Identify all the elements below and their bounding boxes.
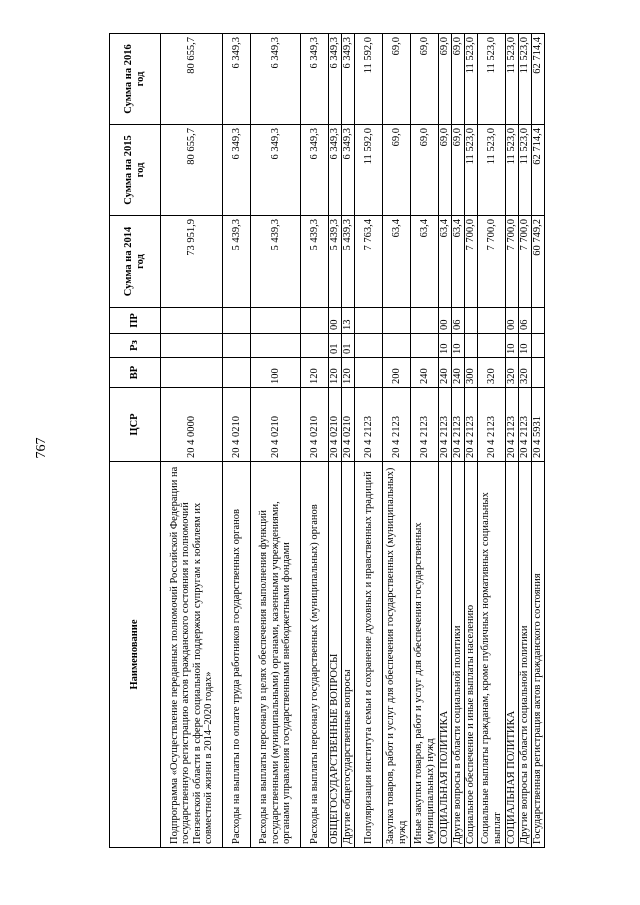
rotated-page (109, 34, 542, 848)
rz-cell: 10 (452, 334, 465, 358)
sum-2014-cell: 63,4 (452, 216, 465, 308)
sum-2016-cell: 6 349,3 (301, 34, 329, 125)
name-cell: Другие вопросы в области социальной политики (452, 462, 465, 848)
rz-cell (355, 334, 383, 358)
sum-2015-cell: 11 592,0 (355, 125, 383, 216)
sum-2016-cell: 11 523,0 (506, 34, 519, 125)
vr-cell: 320 (506, 358, 519, 388)
sum-2015-cell: 6 349,3 (329, 125, 342, 216)
pr-cell (355, 308, 383, 334)
name-cell: Другие вопросы в области социальной политики (519, 462, 532, 848)
sum-2015-cell: 62 714,4 (532, 125, 545, 216)
csr-cell: 20 4 0210 (223, 388, 251, 462)
pr-cell: 13 (342, 308, 355, 334)
csr-cell: 20 4 2123 (465, 388, 478, 462)
pr-cell (465, 308, 478, 334)
sum-2015-cell: 11 523,0 (519, 125, 532, 216)
rz-cell (411, 334, 439, 358)
sum-2016-cell: 69,0 (383, 34, 411, 125)
pr-cell: 06 (452, 308, 465, 334)
vr-cell: 120 (301, 358, 329, 388)
col-header-csr: ЦСР (110, 388, 161, 462)
table-row (532, 34, 545, 848)
vr-cell: 300 (465, 358, 478, 388)
vr-cell: 320 (478, 358, 506, 388)
sum-2014-cell: 73 951,9 (161, 216, 223, 308)
vr-cell: 200 (383, 358, 411, 388)
pr-cell: 00 (506, 308, 519, 334)
budget-table (109, 33, 545, 848)
rz-cell (383, 334, 411, 358)
table-row (506, 34, 519, 848)
rz-cell: 10 (439, 334, 452, 358)
rz-cell (223, 334, 251, 358)
rz-cell (465, 334, 478, 358)
name-cell: Иные закупки товаров, работ и услуг для обеспечения государственных (муниципальных) нужд (411, 462, 439, 848)
sum-2014-cell: 7 700,0 (465, 216, 478, 308)
sum-2014-cell: 63,4 (439, 216, 452, 308)
sum-2016-cell: 11 523,0 (465, 34, 478, 125)
name-cell: Закупка товаров, работ и услуг для обеспечения государственных (муниципальных) нужд (383, 462, 411, 848)
sum-2014-cell: 7 700,0 (506, 216, 519, 308)
csr-cell: 20 4 0210 (301, 388, 329, 462)
pr-cell (301, 308, 329, 334)
sum-2015-cell: 80 655,7 (161, 125, 223, 216)
name-cell: СОЦИАЛЬНАЯ ПОЛИТИКА (506, 462, 519, 848)
sum-2014-cell: 5 439,3 (329, 216, 342, 308)
col-header-vr: ВР (110, 358, 161, 388)
name-cell: ОБЩЕГОСУДАРСТВЕННЫЕ ВОПРОСЫ (329, 462, 342, 848)
col-header-pr: ПР (110, 308, 161, 334)
name-cell: Расходы на выплаты персоналу в целях обеспечения выполнения функций государственными (муниципальными) органами, казенными учреждениями, органами управления государственными внебюджетными фондами (251, 462, 301, 848)
sum-2014-cell: 5 439,3 (301, 216, 329, 308)
csr-cell: 20 4 2123 (478, 388, 506, 462)
vr-cell: 100 (251, 358, 301, 388)
name-cell: Государственная регистрация актов гражданского состояния (532, 462, 545, 848)
pr-cell: 06 (519, 308, 532, 334)
sum-2015-cell: 69,0 (439, 125, 452, 216)
csr-cell: 20 4 2123 (411, 388, 439, 462)
sum-2015-cell: 6 349,3 (251, 125, 301, 216)
table-header-row (110, 34, 161, 848)
csr-cell: 20 4 0210 (251, 388, 301, 462)
table-row (251, 34, 301, 848)
table-row (223, 34, 251, 848)
csr-cell: 20 4 2123 (439, 388, 452, 462)
sum-2015-cell: 69,0 (411, 125, 439, 216)
sum-2014-cell: 60 749,2 (532, 216, 545, 308)
rz-cell (161, 334, 223, 358)
sum-2016-cell: 11 523,0 (478, 34, 506, 125)
sum-2016-cell: 6 349,3 (223, 34, 251, 125)
col-header-2016: Сумма на 2016 год (110, 34, 161, 125)
csr-cell: 20 4 5931 (532, 388, 545, 462)
csr-cell: 20 4 0210 (342, 388, 355, 462)
name-cell: Подпрограмма «Осуществление переданных полномочий Российской Федерации на государственную регистрацию актов гражданского состояния и полномочий Пензенской области в сфере социальной поддержки супругам к юбилеям их совместной жизни в 2014–2020 годах» (161, 462, 223, 848)
pr-cell: 00 (329, 308, 342, 334)
vr-cell: 240 (439, 358, 452, 388)
vr-cell (223, 358, 251, 388)
sum-2016-cell: 69,0 (439, 34, 452, 125)
sum-2014-cell: 5 439,3 (223, 216, 251, 308)
name-cell: Расходы на выплаты по оплате труда работников государственных органов (223, 462, 251, 848)
sum-2015-cell: 6 349,3 (223, 125, 251, 216)
sum-2015-cell: 6 349,3 (301, 125, 329, 216)
pr-cell (532, 308, 545, 334)
pr-cell: 00 (439, 308, 452, 334)
sum-2015-cell: 11 523,0 (506, 125, 519, 216)
csr-cell: 20 4 2123 (383, 388, 411, 462)
csr-cell: 20 4 2123 (506, 388, 519, 462)
rz-cell: 01 (342, 334, 355, 358)
pr-cell (478, 308, 506, 334)
table-row (478, 34, 506, 848)
pr-cell (383, 308, 411, 334)
vr-cell: 240 (452, 358, 465, 388)
col-header-name: Наименование (110, 462, 161, 848)
sum-2016-cell: 6 349,3 (342, 34, 355, 125)
name-cell: СОЦИАЛЬНАЯ ПОЛИТИКА (439, 462, 452, 848)
sum-2014-cell: 5 439,3 (342, 216, 355, 308)
table-row (329, 34, 342, 848)
pr-cell (411, 308, 439, 334)
sum-2014-cell: 63,4 (383, 216, 411, 308)
sum-2016-cell: 69,0 (411, 34, 439, 125)
table-row (439, 34, 452, 848)
csr-cell: 20 4 0000 (161, 388, 223, 462)
rz-cell (478, 334, 506, 358)
sum-2014-cell: 5 439,3 (251, 216, 301, 308)
sum-2014-cell: 7 700,0 (478, 216, 506, 308)
table-row (355, 34, 383, 848)
name-cell: Популяризация института семьи и сохранение духовных и нравственных традиций (355, 462, 383, 848)
sum-2016-cell: 11 592,0 (355, 34, 383, 125)
rz-cell: 10 (506, 334, 519, 358)
sum-2016-cell: 80 655,7 (161, 34, 223, 125)
table-row (452, 34, 465, 848)
sum-2015-cell: 69,0 (383, 125, 411, 216)
vr-cell: 120 (329, 358, 342, 388)
csr-cell: 20 4 2123 (519, 388, 532, 462)
name-cell: Социальные выплаты гражданам, кроме публичных нормативных социальных выплат (478, 462, 506, 848)
sum-2016-cell: 11 523,0 (519, 34, 532, 125)
vr-cell: 320 (519, 358, 532, 388)
sum-2015-cell: 11 523,0 (478, 125, 506, 216)
vr-cell: 240 (411, 358, 439, 388)
rz-cell: 10 (519, 334, 532, 358)
rz-cell: 01 (329, 334, 342, 358)
col-header-2014: Сумма на 2014 год (110, 216, 161, 308)
name-cell: Расходы на выплаты персоналу государственных (муниципальных) органов (301, 462, 329, 848)
vr-cell (355, 358, 383, 388)
sum-2014-cell: 63,4 (411, 216, 439, 308)
csr-cell: 20 4 0210 (329, 388, 342, 462)
sum-2015-cell: 6 349,3 (342, 125, 355, 216)
sum-2014-cell: 7 763,4 (355, 216, 383, 308)
table-row (465, 34, 478, 848)
col-header-rz: Рз (110, 334, 161, 358)
table-row (342, 34, 355, 848)
pr-cell (223, 308, 251, 334)
sum-2016-cell: 6 349,3 (329, 34, 342, 125)
page-number: 767 (34, 437, 49, 459)
table-row (519, 34, 532, 848)
sum-2015-cell: 69,0 (452, 125, 465, 216)
table-row (411, 34, 439, 848)
vr-cell (532, 358, 545, 388)
sum-2016-cell: 69,0 (452, 34, 465, 125)
table-row (161, 34, 223, 848)
rz-cell (301, 334, 329, 358)
sum-2016-cell: 62 714,4 (532, 34, 545, 125)
table-row (301, 34, 329, 848)
sum-2014-cell: 7 700,0 (519, 216, 532, 308)
table-row (383, 34, 411, 848)
rz-cell (251, 334, 301, 358)
vr-cell: 120 (342, 358, 355, 388)
rz-cell (532, 334, 545, 358)
sum-2015-cell: 11 523,0 (465, 125, 478, 216)
name-cell: Другие общегосударственные вопросы (342, 462, 355, 848)
col-header-2015: Сумма на 2015 год (110, 125, 161, 216)
pr-cell (251, 308, 301, 334)
sum-2016-cell: 6 349,3 (251, 34, 301, 125)
pr-cell (161, 308, 223, 334)
csr-cell: 20 4 2123 (452, 388, 465, 462)
name-cell: Социальное обеспечение и иные выплаты населению (465, 462, 478, 848)
vr-cell (161, 358, 223, 388)
csr-cell: 20 4 2123 (355, 388, 383, 462)
